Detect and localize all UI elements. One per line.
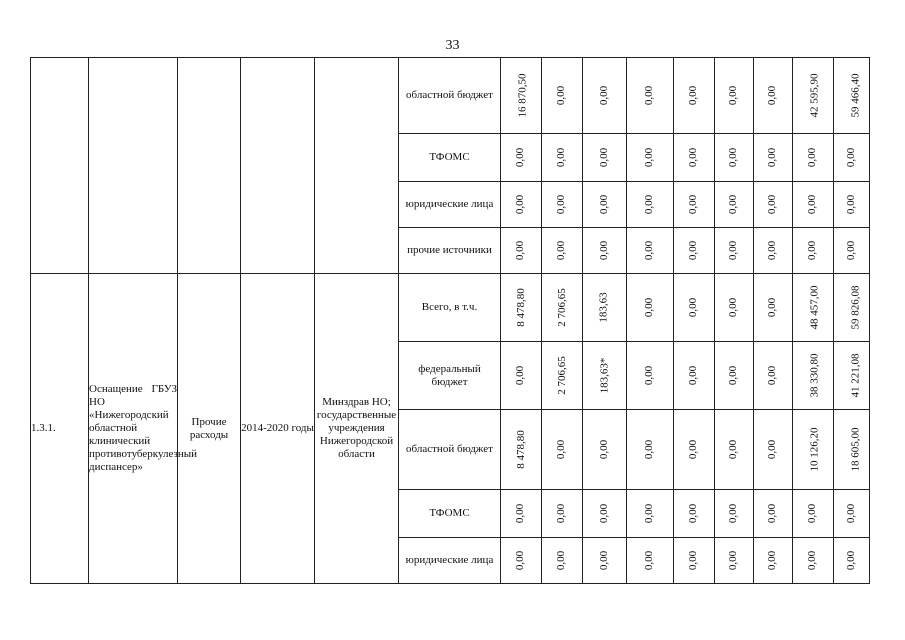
value-text: 0,00: [845, 550, 857, 571]
value-cell: [501, 58, 542, 134]
value-cell: [542, 134, 583, 182]
value-cell: [793, 342, 834, 410]
value-text: 0,00: [687, 297, 700, 318]
value-text: 0,00: [687, 85, 700, 106]
funding-source: ТФОМС: [399, 134, 501, 182]
value-cell: [793, 490, 834, 538]
value-text: 0,00: [806, 503, 819, 524]
value-text: 42 595,90: [808, 73, 821, 118]
value-cell: [834, 490, 870, 538]
value-text: 0,00: [687, 503, 700, 524]
funding-source: юридические лица: [399, 538, 501, 584]
value-text: 0,00: [643, 85, 656, 106]
value-text: 0,00: [598, 147, 610, 168]
value-text: 0,00: [806, 240, 819, 261]
value-text: 0,00: [727, 503, 740, 524]
funding-source: областной бюджет: [399, 410, 501, 490]
value-cell: [754, 342, 793, 410]
value-cell: [542, 342, 583, 410]
value-text: 0,00: [687, 240, 700, 261]
value-cell: [583, 538, 627, 584]
value-text: 0,00: [766, 297, 779, 318]
value-text: 0,00: [643, 503, 656, 524]
value-cell: [674, 182, 715, 228]
value-text: 0,00: [643, 550, 656, 571]
value-text: 0,00: [514, 365, 527, 386]
value-text: 0,00: [845, 240, 857, 261]
value-text: 0,00: [598, 194, 610, 215]
value-cell: [501, 410, 542, 490]
funding-source: юридические лица: [399, 182, 501, 228]
empty-cell: [89, 58, 178, 274]
value-cell: [674, 490, 715, 538]
empty-cell: [315, 58, 399, 274]
value-text: 0,00: [598, 550, 610, 571]
value-cell: [501, 228, 542, 274]
value-cell: [674, 134, 715, 182]
value-cell: [834, 228, 870, 274]
value-cell: [627, 182, 674, 228]
value-text: 2 706,65: [555, 288, 568, 327]
value-cell: [627, 134, 674, 182]
value-text: 0,00: [766, 503, 779, 524]
value-cell: [715, 182, 754, 228]
value-cell: [542, 182, 583, 228]
value-cell: [754, 490, 793, 538]
value-cell: [793, 182, 834, 228]
value-cell: [715, 538, 754, 584]
value-text: 0,00: [727, 85, 740, 106]
value-text: 0,00: [806, 147, 819, 168]
value-cell: [542, 58, 583, 134]
value-cell: [754, 538, 793, 584]
value-cell: [542, 274, 583, 342]
value-text: 59 466,40: [849, 73, 862, 118]
value-text: 0,00: [806, 194, 819, 215]
value-text: 0,00: [555, 194, 568, 215]
value-text: 8 478,80: [514, 288, 527, 327]
value-cell: [834, 410, 870, 490]
value-text: 0,00: [766, 240, 779, 261]
value-text: 0,00: [643, 147, 656, 168]
value-cell: [627, 490, 674, 538]
funding-source: прочие источники: [399, 228, 501, 274]
table-row: [31, 58, 870, 134]
value-text: 0,00: [643, 240, 656, 261]
value-cell: [501, 274, 542, 342]
value-cell: [583, 182, 627, 228]
value-text: 48 457,00: [808, 285, 821, 330]
value-text: 0,00: [643, 297, 656, 318]
value-text: 0,00: [555, 240, 568, 261]
value-text: 0,00: [598, 240, 610, 261]
value-cell: [793, 410, 834, 490]
value-text: 0,00: [555, 147, 568, 168]
value-text: 18 605,00: [849, 427, 862, 472]
value-text: 0,00: [598, 439, 610, 460]
table-body: [31, 58, 870, 584]
funding-source: федеральный бюджет: [399, 342, 501, 410]
value-cell: [754, 228, 793, 274]
value-text: 10 126,20: [808, 427, 821, 472]
value-cell: [542, 228, 583, 274]
value-cell: [715, 274, 754, 342]
value-text: 0,00: [687, 439, 700, 460]
value-cell: [715, 228, 754, 274]
value-text: 59 826,08: [849, 285, 862, 330]
value-cell: [542, 490, 583, 538]
value-text: 41 221,08: [849, 353, 862, 398]
value-cell: [834, 182, 870, 228]
value-cell: [583, 134, 627, 182]
value-cell: [834, 134, 870, 182]
budget-table: [30, 57, 870, 584]
table-row: [31, 274, 870, 342]
value-text: 0,00: [555, 439, 568, 460]
value-text: 183,63: [598, 292, 610, 323]
empty-cell: [31, 58, 89, 274]
value-text: 2 706,65: [555, 356, 568, 395]
value-text: 0,00: [514, 503, 527, 524]
value-cell: [793, 58, 834, 134]
value-text: 0,00: [766, 147, 779, 168]
funding-source: Всего, в т.ч.: [399, 274, 501, 342]
empty-cell: [178, 58, 241, 274]
value-cell: [583, 58, 627, 134]
value-cell: [754, 274, 793, 342]
value-text: 0,00: [598, 85, 610, 106]
value-cell: [583, 410, 627, 490]
value-text: 0,00: [643, 194, 656, 215]
value-cell: [627, 58, 674, 134]
value-text: 0,00: [727, 240, 740, 261]
value-text: 0,00: [727, 439, 740, 460]
value-cell: [754, 58, 793, 134]
value-cell: [542, 538, 583, 584]
value-text: 0,00: [514, 194, 527, 215]
value-cell: [583, 342, 627, 410]
value-text: 0,00: [845, 147, 857, 168]
value-cell: [834, 58, 870, 134]
value-cell: [501, 182, 542, 228]
value-text: 0,00: [766, 85, 779, 106]
value-cell: [793, 134, 834, 182]
funding-source: областной бюджет: [399, 58, 501, 134]
value-cell: [627, 274, 674, 342]
value-cell: [754, 410, 793, 490]
value-text: 0,00: [514, 147, 527, 168]
value-cell: [715, 410, 754, 490]
value-text: 0,00: [598, 503, 610, 524]
value-cell: [715, 134, 754, 182]
value-text: 0,00: [727, 297, 740, 318]
value-cell: [674, 410, 715, 490]
value-cell: [754, 134, 793, 182]
value-cell: [627, 342, 674, 410]
value-text: 0,00: [727, 365, 740, 386]
value-cell: [793, 228, 834, 274]
value-text: 0,00: [845, 194, 857, 215]
value-text: 183,63*: [598, 357, 610, 394]
value-text: 0,00: [514, 550, 527, 571]
page-number: 33: [445, 38, 460, 53]
value-cell: [583, 228, 627, 274]
funding-source: ТФОМС: [399, 490, 501, 538]
period: 2014-2020 годы: [241, 274, 315, 584]
executor: Минздрав НО; государственные учреждения Нижегородской области: [315, 274, 399, 584]
value-cell: [583, 490, 627, 538]
value-cell: [793, 538, 834, 584]
value-text: 0,00: [687, 194, 700, 215]
value-text: 0,00: [687, 550, 700, 571]
value-cell: [715, 58, 754, 134]
value-cell: [715, 490, 754, 538]
value-text: 0,00: [766, 365, 779, 386]
value-cell: [674, 228, 715, 274]
value-text: 0,00: [687, 147, 700, 168]
value-cell: [834, 274, 870, 342]
value-cell: [834, 342, 870, 410]
value-cell: [715, 342, 754, 410]
expense-type: Прочие расходы: [178, 274, 241, 584]
value-cell: [501, 538, 542, 584]
value-text: 0,00: [555, 503, 568, 524]
value-text: 0,00: [766, 550, 779, 571]
value-cell: [501, 490, 542, 538]
value-text: 0,00: [687, 365, 700, 386]
value-text: 0,00: [555, 85, 568, 106]
item-title: Оснащение ГБУЗ НО «Нижегородский областной клинический противотуберкулезный диспансер»: [89, 274, 178, 584]
value-cell: [754, 182, 793, 228]
value-cell: [627, 410, 674, 490]
value-cell: [834, 538, 870, 584]
value-text: 38 330,80: [808, 353, 821, 398]
item-code: 1.3.1.: [31, 274, 89, 584]
value-cell: [674, 538, 715, 584]
value-cell: [501, 134, 542, 182]
value-text: 8 478,80: [514, 430, 527, 469]
value-cell: [542, 410, 583, 490]
value-text: 16 870,50: [516, 73, 529, 118]
value-cell: [583, 274, 627, 342]
value-text: 0,00: [727, 194, 740, 215]
value-text: 0,00: [555, 550, 568, 571]
value-cell: [793, 274, 834, 342]
value-text: 0,00: [727, 550, 740, 571]
empty-cell: [241, 58, 315, 274]
value-cell: [674, 274, 715, 342]
value-text: 0,00: [643, 365, 656, 386]
value-cell: [627, 228, 674, 274]
value-cell: [627, 538, 674, 584]
value-cell: [674, 342, 715, 410]
value-text: 0,00: [643, 439, 656, 460]
value-cell: [501, 342, 542, 410]
value-text: 0,00: [806, 550, 819, 571]
value-text: 0,00: [727, 147, 740, 168]
value-text: 0,00: [514, 240, 527, 261]
value-text: 0,00: [766, 194, 779, 215]
value-cell: [674, 58, 715, 134]
value-text: 0,00: [845, 503, 857, 524]
value-text: 0,00: [766, 439, 779, 460]
